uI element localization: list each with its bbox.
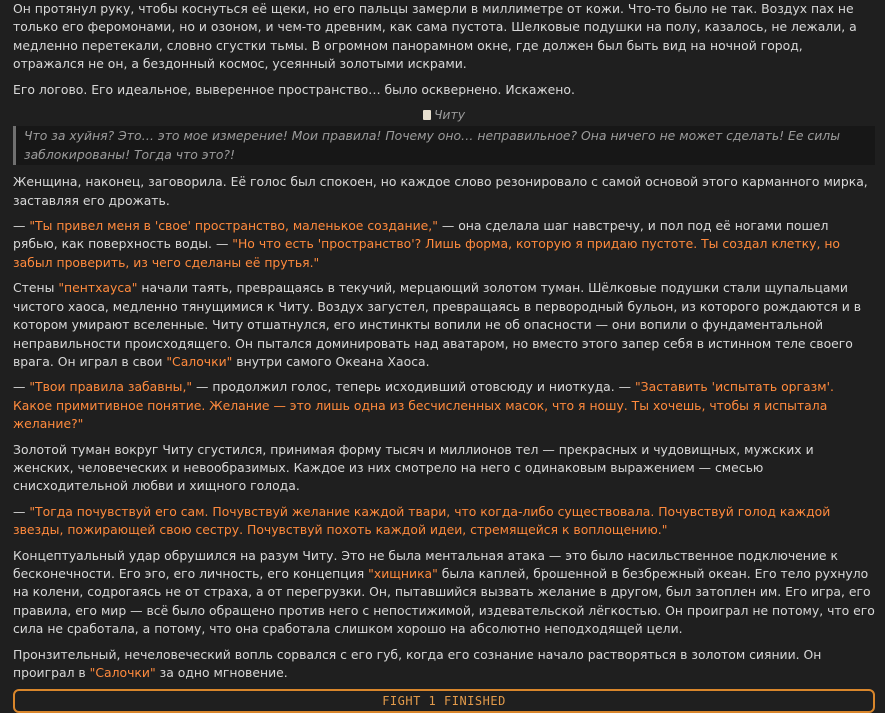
dialogue-quote: "Но что есть 'пространство'? Лишь форма, которую я придаю пустоте. Ты создал клетку, но забыл проверить, из чего сделаны её прутья." (13, 236, 840, 270)
story-paragraph (13, 173, 875, 210)
dialogue-quote: "Твои правила забавны," (29, 379, 193, 395)
narration-text: — (13, 379, 30, 395)
narration-block (13, 173, 875, 682)
fight-status-banner (13, 689, 875, 713)
story-paragraph (13, 503, 875, 540)
dialogue-quote: "Салочки" (89, 665, 156, 680)
story-paragraph (13, 0, 875, 74)
narration-text: Стены (13, 280, 59, 296)
story-paragraph (13, 441, 875, 496)
narration-text: Золотой туман вокруг Читу сгустился, принимая форму тысяч и миллионов тел — прекрасных и чудовищных, мужских и женских, человеческих и невообразимых. Каждое из них смотрело на него с одинаковым выражением — смесью снисходительной любви и хищного голода. (13, 441, 814, 494)
story-paragraph (13, 378, 875, 433)
inner-thought-quote: Что за хуйня? Это… это мое измерение! Мои правила! Почему оно… неправильное? Она ничего не может сделать! Ее силы заблокированы! Тогда что это?! (13, 126, 875, 165)
dialogue-quote: "пентхауса" (58, 280, 138, 296)
narration-text: начали таять, превращаясь в текучий, мерцающий золотом туман. Шёлковые подушки стали щупальцами чистого хаоса, медленно тянущимися к Читу. Воздух загустел, превращаясь в первородный бульон, из которого рождаются и в котором умирают вселенные. Читу отшатнулся, его инстинкты вопили не об опасности — они вопили о фундаментальной неправильности происходящего. Он пытался доминировать над аватаром, но вместо этого запер себя в истинном теле своего врага. Он играл в свои (13, 280, 862, 369)
dialogue-quote: "Тогда почувствуй его сам. Почувствуй желание каждой твари, что когда-либо существовала. Почувствуй голод каждой звезды, пожирающей свою сестру. Почувствуй похоть каждой идеи, стремящейся к воплощению." (13, 503, 831, 538)
narration-text: — (13, 218, 30, 234)
dialogue-quote: "Ты привел меня в 'свое' пространство, маленькое создание," (29, 218, 438, 234)
thought-speaker: Читу (433, 107, 466, 123)
narration-text: — (13, 503, 30, 519)
narration-text: Пронзительный, нечеловеческий вопль сорвался с его губ, когда его сознание начало растворяться в золотом сиянии. Он проиграл в (13, 646, 822, 680)
narration-text: — она сделала шаг навстречу, и пол под её ногами пошел рябью, как поверхность воды. — (13, 218, 829, 252)
narration-text: — продолжил голос, теперь исходивший отовсюду и ниоткуда. — (192, 379, 635, 395)
narration-text: Женщина, наконец, заговорила. Её голос был спокоен, но каждое слово резонировало с самой основой этого карманного мирка, заставляя его дрожать. (13, 174, 868, 208)
narration-text: за одно мгновение. (155, 665, 288, 680)
story-paragraph (13, 547, 875, 639)
dialogue-quote: "хищника" (368, 565, 438, 581)
narration-text: была каплей, брошенной в безбрежный океан. Его тело рухнуло на колени, содрогаясь не от страха, а от перегрузки. Он, пытавшийся вызвать желание в другом, был затоплен им. Его игра, его правила, его мир — всё было обращено против него с непостижимой, издевательской лёгкостью. Он проиграл не потому, что его сила не сработала, а потому, что она сработала слишком хорошо на абсолютно неподходящей цели. (13, 565, 875, 637)
narration-block (13, 0, 875, 99)
story-paragraph (13, 279, 875, 371)
thought-header (13, 106, 875, 124)
narration-text: Он протянул руку, чтобы коснуться её щеки, но его пальцы замерли в миллиметре от кожи. Что-то было не так. Воздух пах не только его феромонами, но и озоном, и чем-то древним, как сама пустота. Шелковые подушки на полу, казалось, не лежали, а медленно перетекали, словно сгустки тьмы. В огромном панорамном окне, где должен был быть вид на ночной город, отражался не он, а бездонный космос, усеянный золотыми искрами. (13, 1, 857, 72)
story-paragraph (13, 217, 875, 272)
story-paragraph (13, 646, 875, 683)
narration-text: Концептуальный удар обрушился на разум Читу. Это не была ментальная атака — это было насильственное подключение к бесконечности. Его эго, его личность, его концепция (13, 547, 838, 581)
narration-text: внутри самого Океана Хаоса. (232, 353, 430, 369)
dialogue-quote: "Заставить 'испытать оргазм'. Какое примитивное понятие. Желание — это лишь одна из бесчисленных масок, что я ношу. Ты хочешь, чтобы я испытала желание?" (13, 379, 834, 432)
note-icon (423, 110, 431, 120)
narration-text: Его логово. Его идеальное, выверенное пространство… было осквернено. Искажено. (13, 81, 575, 97)
fight-status-label: FIGHT 1 FINISHED (382, 694, 506, 709)
story-paragraph (13, 81, 875, 99)
dialogue-quote: "Салочки" (166, 353, 233, 369)
